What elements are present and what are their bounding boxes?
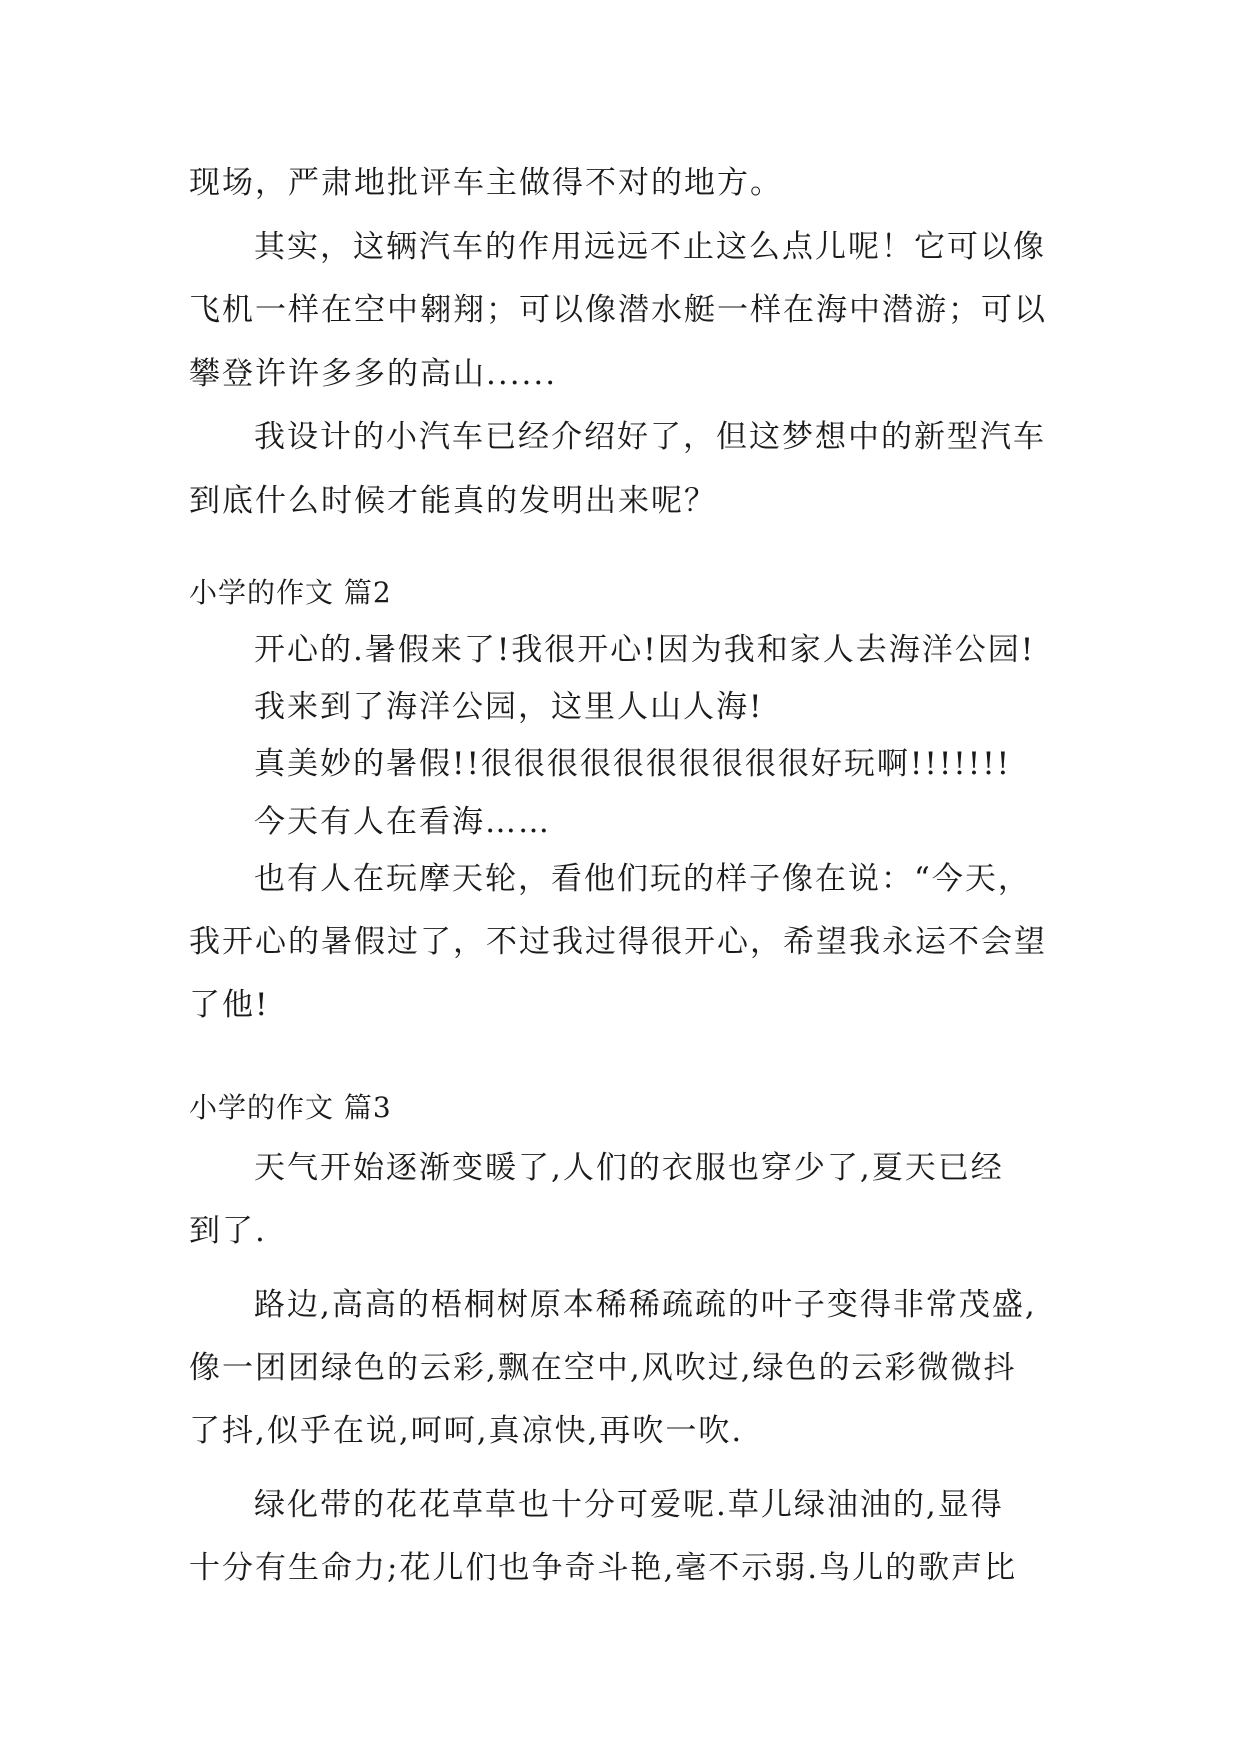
paragraph-line: 到了. [189, 1213, 267, 1249]
paragraph-line: 像一团团绿色的云彩,飘在空中,风吹过,绿色的云彩微微抖 [189, 1350, 1017, 1386]
section-heading: 小学的作文 篇2 [189, 576, 392, 609]
paragraph-line: 我开心的暑假过了，不过我过得很开心，希望我永运不会望 [189, 924, 1047, 960]
paragraph-line: 开心的.暑假来了!我很开心!因为我和家人去海洋公园! [254, 632, 1036, 668]
paragraph-line: 攀登许许多多的高山...... [189, 356, 558, 392]
paragraph-line: 现场，严肃地批评车主做得不对的地方。 [189, 165, 783, 201]
paragraph-line: 了他! [189, 987, 270, 1023]
paragraph-line: 也有人在玩摩天轮，看他们玩的样子像在说：“今天， [254, 861, 1031, 897]
paragraph-line: 真美妙的暑假!!很很很很很很很很很很好玩啊!!!!!!! [254, 746, 1012, 782]
paragraph-line: 其实，这辆汽车的作用远远不止这么点儿呢！它可以像 [254, 229, 1046, 265]
paragraph-line: 路边,高高的梧桐树原本稀稀疏疏的叶子变得非常茂盛, [254, 1287, 1037, 1323]
paragraph-line: 飞机一样在空中翱翔；可以像潜水艇一样在海中潜游；可以 [189, 292, 1047, 328]
paragraph-line: 天气开始逐渐变暖了,人们的衣服也穿少了,夏天已经 [254, 1150, 1004, 1186]
paragraph-line: 绿化带的花花草草也十分可爱呢.草儿绿油油的,显得 [254, 1487, 1004, 1523]
section-heading: 小学的作文 篇3 [189, 1091, 392, 1124]
paragraph-line: 了抖,似乎在说,呵呵,真凉快,再吹一吹. [189, 1413, 744, 1449]
paragraph-line: 今天有人在看海…… [254, 804, 551, 840]
paragraph-line: 十分有生命力;花儿们也争奇斗艳,毫不示弱.鸟儿的歌声比 [189, 1550, 1018, 1586]
paragraph-line: 我来到了海洋公园，这里人山人海! [254, 689, 764, 725]
paragraph-line: 我设计的小汽车已经介绍好了，但这梦想中的新型汽车 [254, 419, 1046, 455]
paragraph-line: 到底什么时候才能真的发明出来呢？ [189, 483, 717, 519]
